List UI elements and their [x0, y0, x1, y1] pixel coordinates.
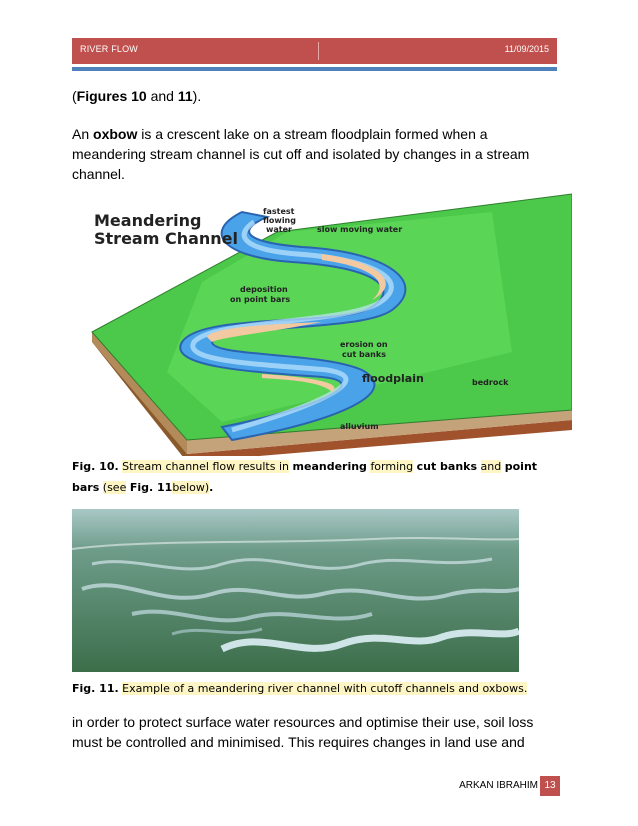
label-cut-banks: cut banks [342, 350, 386, 359]
label-floodplain: floodplain [362, 372, 424, 385]
paragraph-surface-water: in order to protect surface water resources and optimise their use, soil loss must be controlled and minimised. This requires changes in land use and [72, 714, 534, 750]
bold-term-oxbow: oxbow [93, 126, 138, 142]
label-on-point-bars: on point bars [230, 295, 291, 304]
text: ). [192, 88, 202, 104]
paragraph-oxbow [72, 124, 562, 184]
paragraph-figure-ref [72, 86, 562, 106]
figure-11-caption [72, 678, 552, 699]
label-flowing: flowing [263, 216, 296, 225]
diagram-title-line2: Stream Channel [94, 229, 238, 248]
bold-text: Figures 10 [76, 88, 147, 104]
caption-bold: Fig. 11 [129, 481, 173, 494]
header-date: 11/09/2015 [504, 44, 549, 54]
bold-text: 11 [177, 88, 193, 104]
label-water: water [266, 225, 292, 234]
diagram-title-line1: Meandering [94, 211, 202, 230]
caption-text: below) [172, 481, 210, 494]
header-title: RIVER FLOW [80, 44, 139, 54]
caption-bold: point bars [72, 460, 538, 494]
caption-text: and [480, 460, 502, 473]
caption-bold: meandering [292, 460, 367, 473]
text: ( [72, 88, 77, 104]
text: An [72, 126, 94, 142]
label-bedrock: bedrock [472, 378, 509, 387]
caption-text: (see [102, 481, 127, 494]
meandering-stream-diagram [72, 192, 572, 456]
label-erosion-on: erosion on [340, 340, 388, 349]
caption-bold: . [209, 481, 214, 494]
header-accent-line [72, 67, 557, 71]
header-divider [318, 42, 319, 60]
aerial-river-photo [72, 509, 519, 672]
page-number: 13 [540, 776, 560, 796]
label-deposition: deposition [240, 285, 288, 294]
caption-text: forming [370, 460, 414, 473]
text: is a crescent lake on a stream floodplain formed when a meandering stream channel is cut off and isolated by changes in a stream channel. [72, 126, 530, 182]
label-slow-moving-water: slow moving water [317, 225, 403, 234]
caption-text: Example of a meandering river channel with cutoff channels and oxbows. [122, 682, 528, 695]
label-alluvium: alluvium [340, 422, 379, 431]
caption-text: Stream channel flow results in [122, 460, 290, 473]
caption-figure-number: Fig. 11. [72, 682, 119, 695]
caption-bold: cut banks [416, 460, 478, 473]
label-fastest: fastest [263, 207, 295, 216]
footer-author: ARKAN IBRAHIM [459, 780, 538, 791]
text: and [146, 88, 178, 104]
caption-figure-number: Fig. 10. [72, 460, 119, 473]
page-header [72, 38, 557, 64]
figure-10-caption [72, 456, 552, 498]
